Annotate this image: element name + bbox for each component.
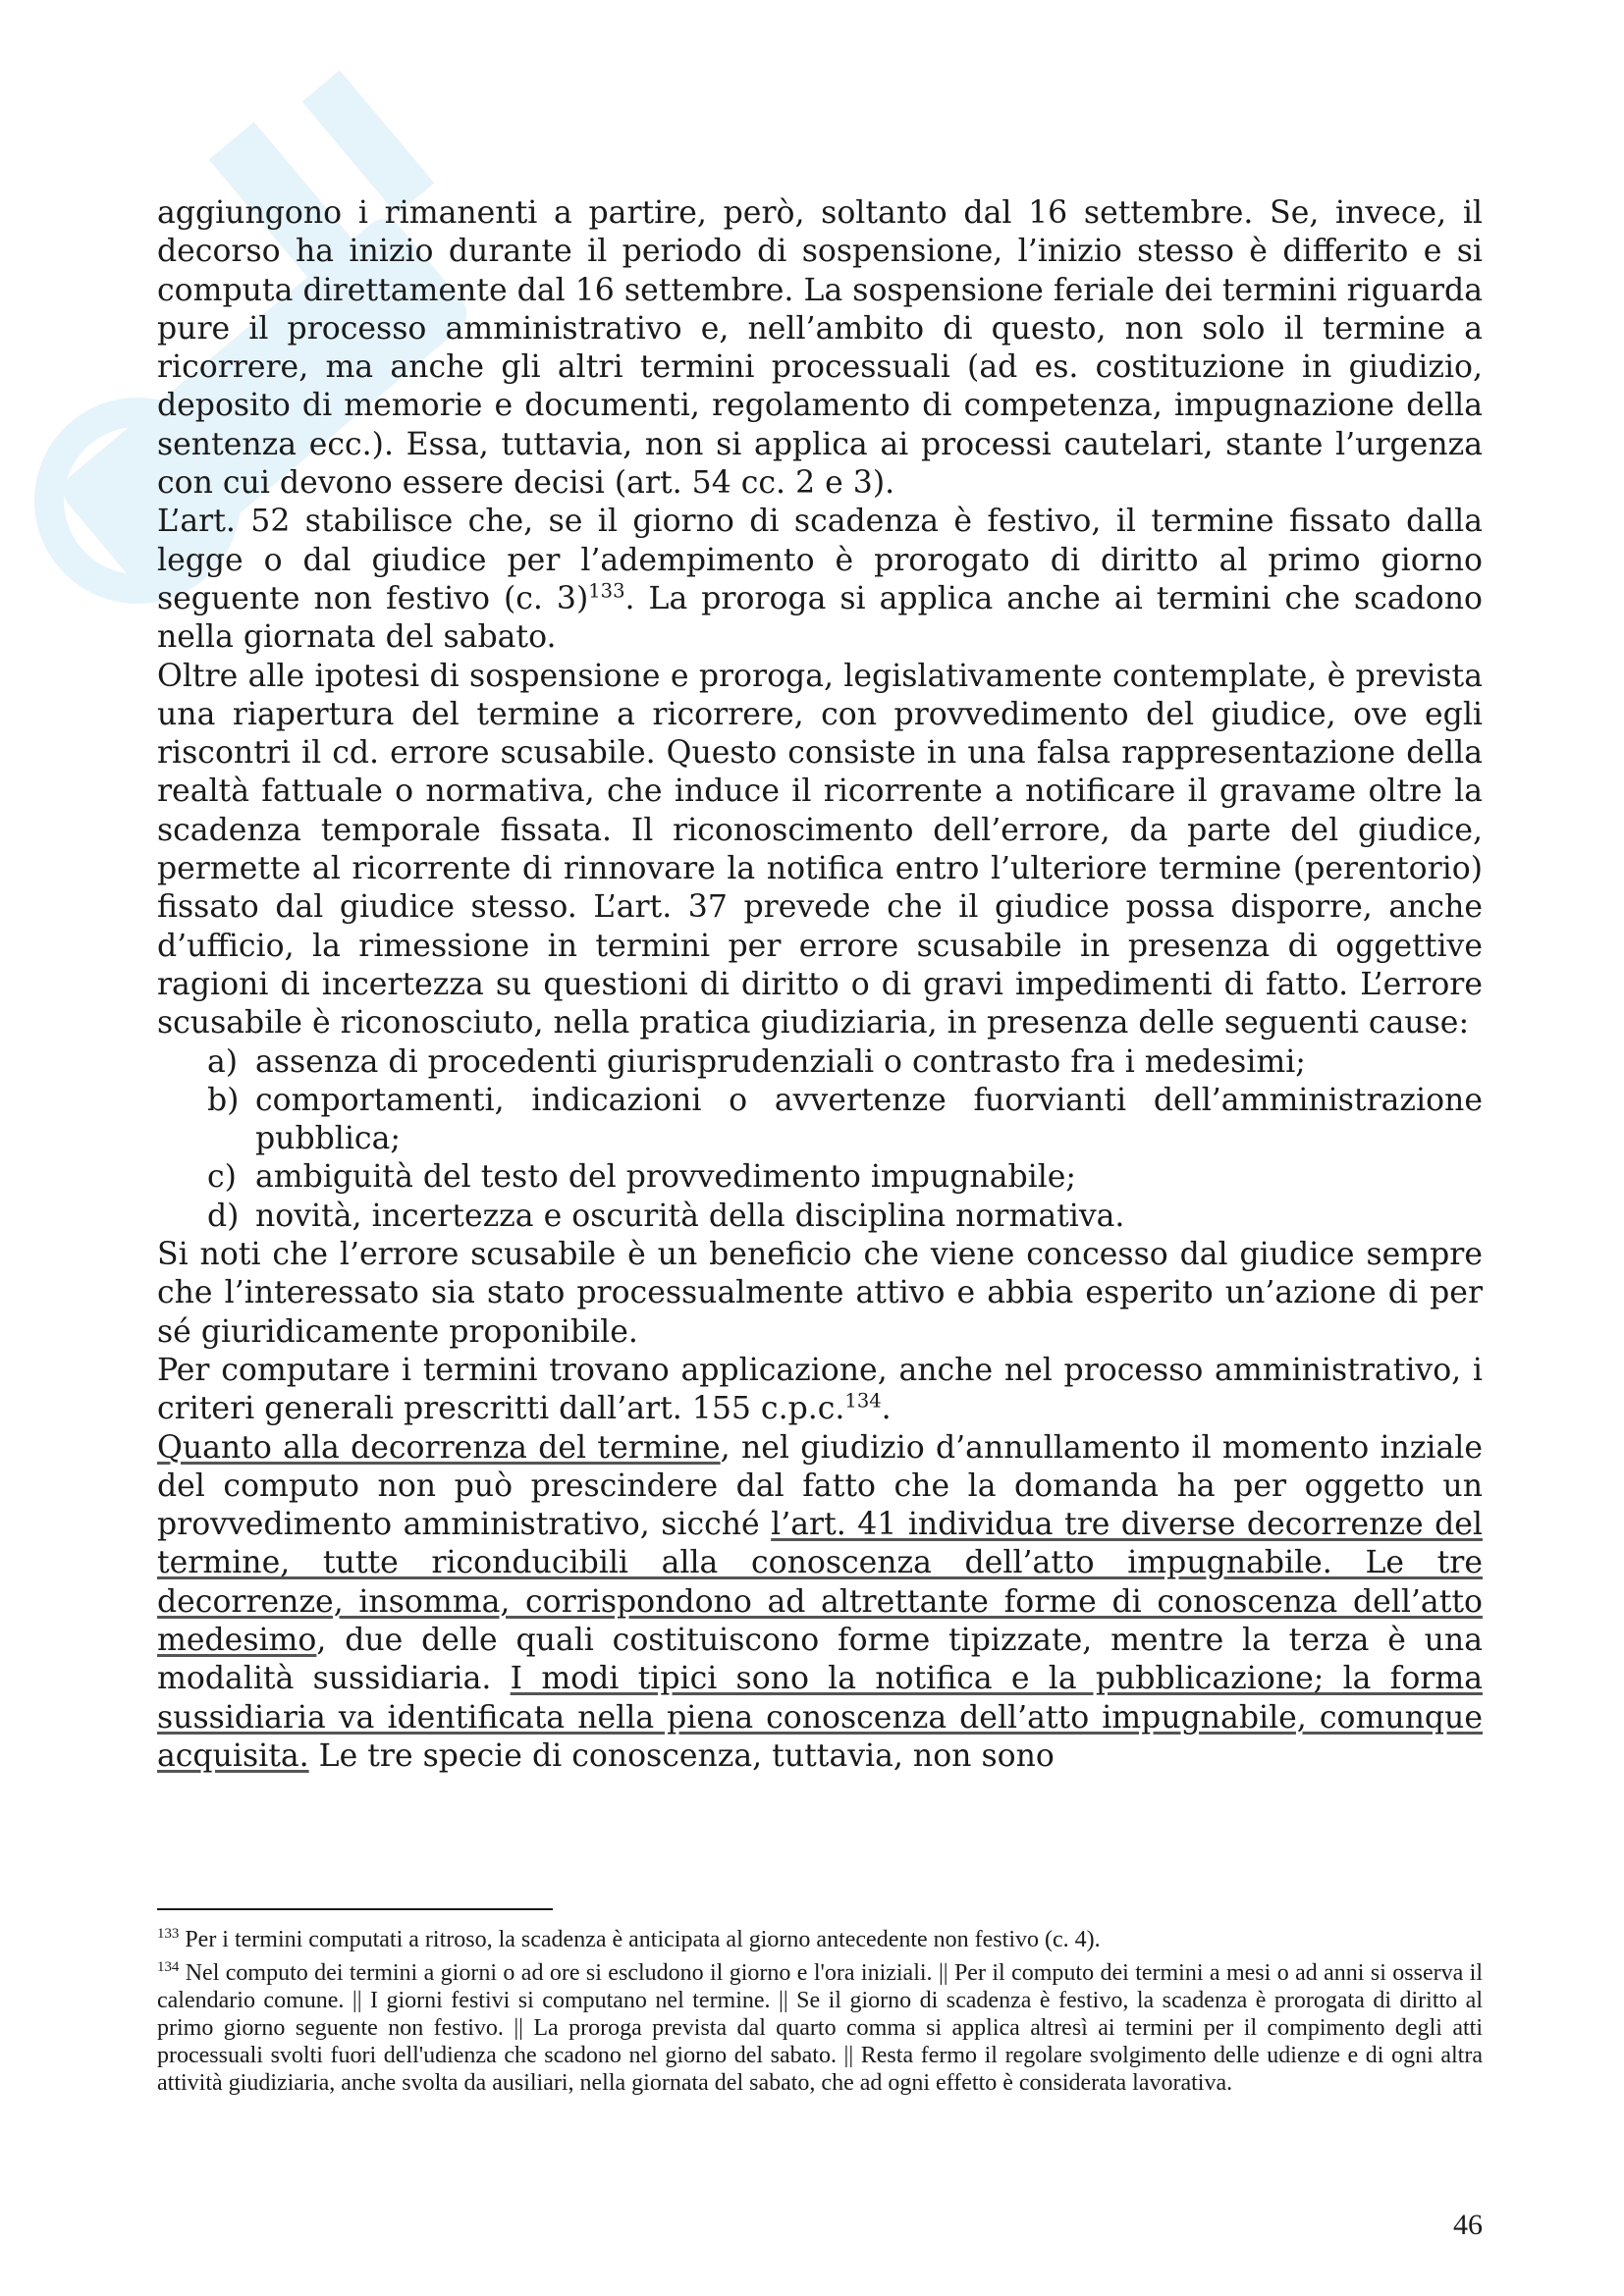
list-item-text: comportamenti, indicazioni o avvertenze fuorvianti dell’amministrazione pubblica; xyxy=(255,1082,1483,1157)
paragraph-decorrenza-text: , nel giudizio d’annullamento il momento inziale del computo non può prescindere dal fatto che la domanda ha per oggetto un provvedimento amministrativo, sicché xyxy=(157,1429,1483,1543)
paragraph-beneficio: Si noti che l’errore scusabile è un beneficio che viene concesso dal giudice sempre che l’interessato sia stato processualmente attivo e abbia esperito un’azione di per sé giuridicamente proponibile. xyxy=(157,1237,1483,1350)
paragraph-proroga-tail: . La proroga si applica anche ai termini che scadono nella giornata del sabato. xyxy=(157,580,1483,656)
footnote-ref-133[interactable]: 133 xyxy=(588,579,625,603)
paragraph-computo-tail: . xyxy=(881,1391,892,1427)
list-item-letter: b) xyxy=(207,1082,240,1118)
footnote-text: Nel computo dei termini a giorni o ad ore si escludono il giorno e l'ora iniziali. || Per il computo dei termini a mesi o ad anni si osserva il calendario comune. || I giorni festivi si computano nel termine. || Se il giorno di scadenza è festivo, la scadenza è prorogata di diritto al primo giorno seguente non festivo. || La proroga prevista dal quarto comma si applica altresì ai termini per il compimento degli atti processuali svolti fuori dell'udienza che scadono nel giorno del sabato. || Resta fermo il regolare svolgimento delle udienze e di ogni altra attività giudiziaria, anche svolta da ausiliari, nella giornata del sabato, che ad ogni effetto è considerata lavorativa. xyxy=(157,1960,1484,2096)
footnote-separator xyxy=(157,1908,553,1910)
footnote-ref-134[interactable]: 134 xyxy=(844,1389,882,1413)
causes-list xyxy=(157,1043,1483,1236)
paragraph-errore-scusabile: Oltre alle ipotesi di sospensione e proroga, legislativamente contemplate, è prevista una riapertura del termine a ricorrere, con provvedimento del giudice, ove egli riscontri il cd. errore scusabile. Questo consiste in una falsa rappresentazione della realtà fattuale o normativa, che induce il ricorrente a notificare il gravame oltre la scadenza temporale fissata. Il riconoscimento dell’errore, da parte del giudice, permette al ricorrente di rinnovare la notifica entro l’ulteriore termine (perentorio) fissato dal giudice stesso. L’art. 37 prevede che il giudice possa disporre, anche d’ufficio, la rimessione in termini per errore scusabile in presenza di oggettive ragioni di incertezza su questioni di diritto o di gravi impedimenti di fatto. L’errore scusabile è riconosciuto, nella pratica giudiziaria, in presenza delle seguenti cause: xyxy=(157,658,1483,1041)
footnote-133 xyxy=(157,1926,1483,1953)
list-item-text: novità, incertezza e oscurità della disciplina normativa. xyxy=(255,1198,1125,1234)
body-text xyxy=(157,194,1483,1776)
list-item xyxy=(157,1158,1483,1197)
list-item-letter: d) xyxy=(207,1198,240,1234)
paragraph-decorrenza-text: Le tre specie di conoscenza, tuttavia, non sono xyxy=(308,1737,1055,1774)
list-item-text: ambiguità del testo del provvedimento impugnabile; xyxy=(255,1159,1077,1196)
list-item xyxy=(157,1082,1483,1159)
paragraph-decorrenza-text: , due delle quali costituiscono forme tipizzate, mentre la terza è una modalità sussidiaria. xyxy=(157,1622,1483,1697)
page-number: 46 xyxy=(1453,2209,1483,2241)
footnote-number: 133 xyxy=(157,1926,180,1942)
paragraph-computo-text: Per computare i termini trovano applicazione, anche nel processo amministrativo, i criteri generali prescritti dall’art. 155 c.p.c. xyxy=(157,1352,1483,1427)
paragraph-computo xyxy=(157,1352,1483,1429)
list-item-letter: a) xyxy=(207,1043,239,1080)
paragraph-proroga xyxy=(157,503,1483,657)
underlined-phrase: l’art. 41 individua tre diverse decorrenze del termine, tutte riconducibili alla conoscenza dell’atto impugnabile. Le tre decorrenze, insomma, corrispondono ad altrettante forme di conoscenza dell’atto medesimo xyxy=(157,1507,1483,1658)
footnote-number: 134 xyxy=(157,1959,180,1975)
list-item xyxy=(157,1198,1483,1236)
paragraph-sospensione: aggiungono i rimanenti a partire, però, soltanto dal 16 settembre. Se, invece, il decorso ha inizio durante il periodo di sospensione, l’inizio stesso è differito e si computa direttamente dal 16 settembre. La sospensione feriale dei termini riguarda pure il processo amministrativo e, nell’ambito di questo, non solo il termine a ricorrere, ma anche gli altri termini processuali (ad es. costituzione in giudizio, deposito di memorie e documenti, regolamento di competenza, impugnazione della sentenza ecc.). Essa, tuttavia, non si applica ai processi cautelari, stante l’urgenza con cui devono essere decisi (art. 54 cc. 2 e 3). xyxy=(157,195,1483,502)
footnote-134 xyxy=(157,1959,1483,2097)
list-item-text: assenza di procedenti giurisprudenziali o contrasto fra i medesimi; xyxy=(255,1043,1306,1080)
list-item-letter: c) xyxy=(207,1159,237,1196)
paragraph-decorrenza xyxy=(157,1429,1483,1777)
underlined-phrase: I modi tipici sono la notifica e la pubblicazione; la forma sussidiaria va identificata nella piena conoscenza dell’atto impugnabile, comunque acquisita. xyxy=(157,1661,1483,1774)
footnotes xyxy=(157,1926,1483,2103)
underlined-phrase: Quanto alla decorrenza del termine xyxy=(157,1429,721,1466)
footnote-text: Per i termini computati a ritroso, la scadenza è anticipata al giorno antecedente non festivo (c. 4). xyxy=(185,1927,1101,1952)
list-item xyxy=(157,1043,1483,1082)
paragraph-proroga-text: L’art. 52 stabilisce che, se il giorno di scadenza è festivo, il termine fissato dalla legge o dal giudice per l’adempimento è prorogato di diritto al primo giorno seguente non festivo (c. 3) xyxy=(157,504,1483,616)
